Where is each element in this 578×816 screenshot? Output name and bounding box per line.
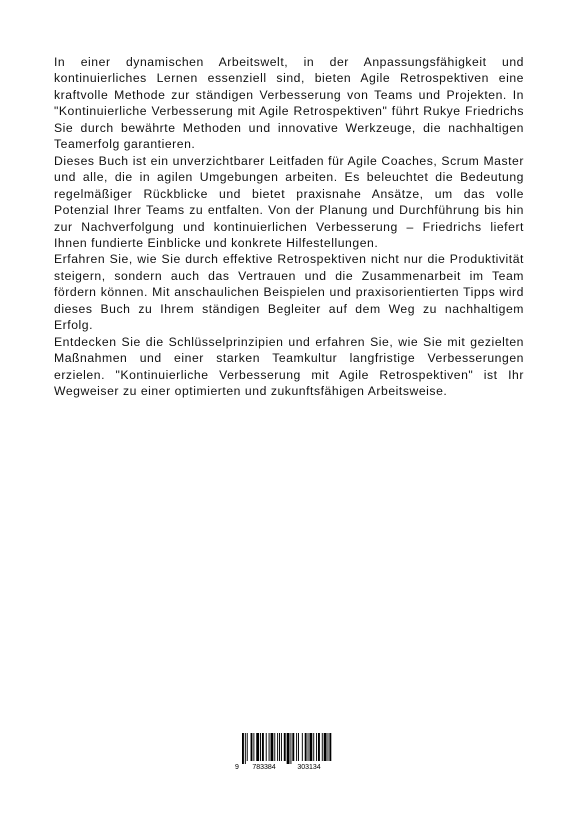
barcode-bar [328,733,329,761]
barcode-bar [296,733,297,761]
barcode-graphic [234,733,334,771]
barcode-bar [281,733,282,761]
barcode-bar [279,733,280,761]
barcode-bar [271,733,274,761]
barcode-bar [266,733,267,761]
barcode-bar [316,733,317,761]
barcode-bar [251,733,253,761]
barcode-bar [298,733,299,761]
barcode-bar [287,733,290,764]
barcode-bar [277,733,278,761]
blurb-paragraph-3: Erfahren Sie, wie Sie durch effektive Retrospektiven nicht nur die Produktivität steigern, sondern auch das Vertrauen und die Zusammenarbeit im Team fördern können. Mit anschaulichen Beispielen und praxisorientierten Tipps wird dieses Buch zu Ihrem ständigen Begleiter auf dem Weg zu nachhaltigem Erfolg. [54,252,524,333]
barcode-bar [253,733,254,761]
isbn-barcode [234,733,334,771]
barcode-right-group: 303134 [297,764,321,771]
barcode-bar [290,733,291,764]
blurb-paragraph-1: In einer dynamischen Arbeitswelt, in der Anpassungsfähigkeit und kontinuierliches Lernen essenziell sind, bieten Agile Retrospektiven eine kraftvolle Methode zur ständigen Verbesserung von Teams und Projekten. In "Kontinuierliche Verbesserung mit Agile Retrospektiven" führt Rukye Friedrichs Sie durch bewährte Methoden und innovative Werkzeuge, die nachhaltigen Teamerfolg garantieren. [54,55,524,152]
barcode-bar [274,733,275,761]
barcode-bar [322,733,323,761]
blurb-text [54,54,524,400]
barcode-bar [302,733,303,761]
barcode-bar [284,733,286,761]
barcode-bar [260,733,261,761]
barcode-bar [262,733,264,761]
barcode-bar [309,733,312,761]
barcode-bar [292,733,294,761]
barcode-bar [329,733,331,761]
barcode-bar [256,733,259,761]
barcode-bar [313,733,314,761]
barcode-bars [242,733,331,764]
barcode-bar [308,733,309,761]
blurb-paragraph-4: Entdecken Sie die Schlüsselprinzipien und erfahren Sie, wie Sie mit gezielten Maßnahmen und einer starken Teamkultur langfristige Verbesserungen erzielen. "Kontinuierliche Verbesserung mit Agile Retrospektiven" ist Ihr Wegweiser zu einer optimierten und zukunftsfähigen Arbeitsweise. [54,334,524,399]
barcode-left-group: 783384 [252,764,276,771]
barcode-bar [245,733,246,764]
barcode-first-digit: 9 [235,764,239,771]
barcode-bar [305,733,307,761]
barcode-bar [242,733,244,764]
barcode-bar [269,733,270,761]
blurb-paragraph-2: Dieses Buch ist ein unverzichtbarer Leitfaden für Agile Coaches, Scrum Master und alle, die in agilen Umgebungen arbeiten. Es beleuchtet die Bedeutung regelmäßiger Rückblicke und bietet praxisnahe Ansätze, um das volle Potenzial Ihrer Teams zu entfalten. Von der Planung und Durchführung bis hin zur Nachverfolgung und kontinuierlichen Verbesserung – Friedrichs liefert Ihnen fundierte Einblicke und konkrete Hilfestellungen. [54,153,524,250]
barcode-bar [324,733,327,761]
barcode-bar [247,733,248,761]
barcode-bar [318,733,320,761]
